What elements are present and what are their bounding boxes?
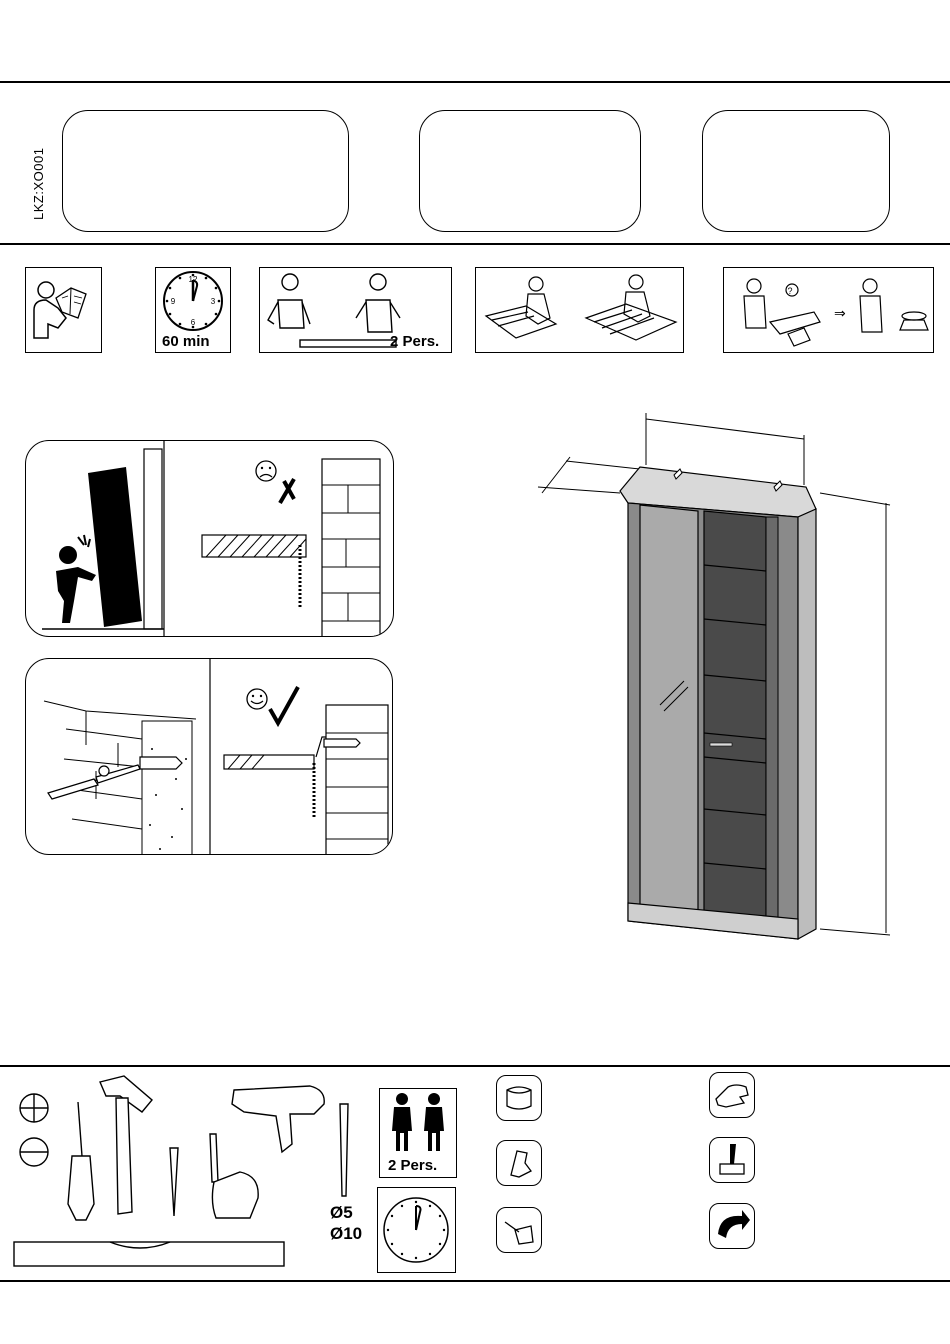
svg-text:?: ? — [787, 286, 793, 296]
two-persons-tool-box — [379, 1088, 457, 1178]
tools-persons-label: 2 Pers. — [388, 1157, 438, 1174]
hand-icon — [709, 1072, 755, 1118]
header-bottom-rule — [0, 243, 950, 245]
clock-3-label: 3 — [210, 297, 216, 306]
contact-support-icon — [723, 267, 934, 353]
top-rule — [0, 81, 950, 83]
tape-icon — [496, 1075, 542, 1121]
header-box-1 — [62, 110, 349, 232]
wall-anchor-correct-panel — [25, 658, 393, 855]
drill-size-10: Ø10 — [330, 1224, 363, 1243]
dustpan-icon — [496, 1207, 542, 1253]
clock-12-label: 12 — [188, 275, 198, 284]
bottom-rule — [0, 1280, 950, 1282]
tools-illustration — [10, 1072, 370, 1277]
clock-6-label: 6 — [190, 318, 196, 327]
drill-size-5: Ø5 — [330, 1203, 353, 1222]
tip-over-warning-panel — [25, 440, 394, 637]
time-estimate-icon — [155, 267, 231, 353]
tools-clock-box — [377, 1187, 456, 1273]
glove-icon — [496, 1140, 542, 1186]
duration-label: 60 min — [162, 333, 210, 350]
tools-top-rule — [0, 1065, 950, 1067]
rotate-arrow-icon — [709, 1203, 755, 1249]
persons-label: 2 Pers. — [390, 333, 440, 350]
svg-text:⇒: ⇒ — [834, 306, 846, 322]
protect-floor-icon — [475, 267, 684, 353]
two-persons-icon — [259, 267, 452, 353]
header-box-3 — [702, 110, 890, 232]
read-manual-icon — [25, 267, 102, 353]
header-box-2 — [419, 110, 641, 232]
document-code: LKZ:XO001 — [31, 147, 46, 220]
cabinet-illustration — [520, 405, 900, 950]
clock-9-label: 9 — [170, 297, 176, 306]
mallet-icon — [709, 1137, 755, 1183]
